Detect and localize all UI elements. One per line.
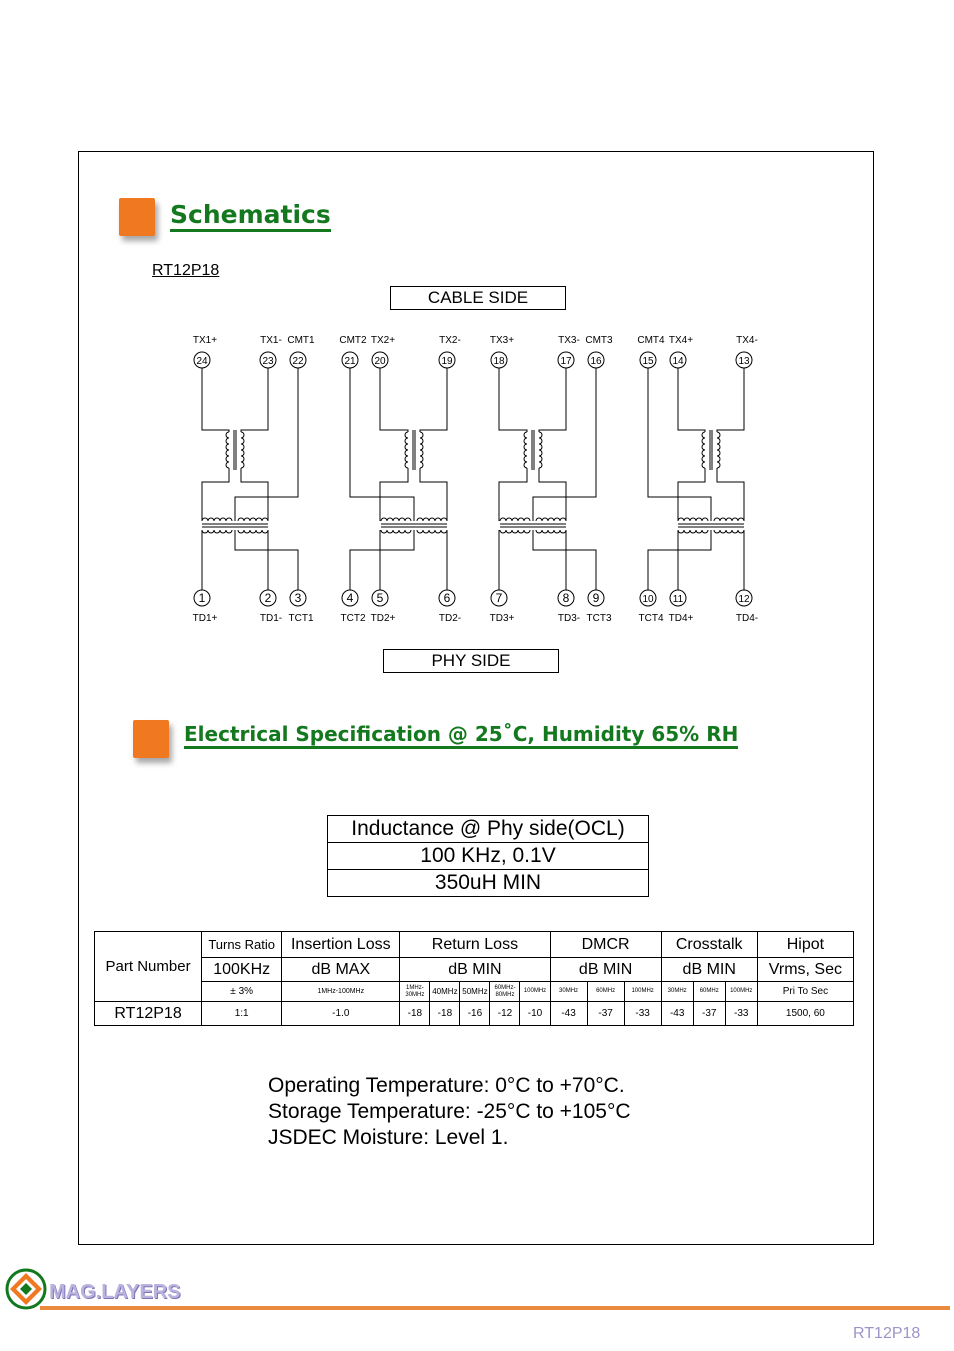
wire — [420, 368, 447, 432]
pin-number: 21 — [344, 356, 356, 367]
wire — [380, 368, 408, 432]
conditions-block — [268, 1073, 631, 1151]
transformer-coil — [238, 530, 268, 533]
dmcr-freq: 60MHz — [587, 982, 624, 1002]
pin-label: TX2+ — [370, 335, 396, 346]
transformer-coil — [500, 530, 530, 533]
pin-label: TX2- — [439, 335, 461, 346]
cable-side-box: CABLE SIDE — [390, 286, 566, 310]
part-number-header: Part Number — [95, 932, 202, 1002]
pin-number: 3 — [294, 591, 302, 605]
turns-ratio-freq: 100KHz — [202, 958, 282, 982]
pin-label: TCT4 — [638, 613, 664, 624]
pin-label: TX4+ — [668, 335, 694, 346]
transformer-coil — [536, 518, 566, 521]
choke-coil — [702, 432, 705, 468]
wire — [235, 530, 298, 590]
hipot-header: Hipot — [757, 932, 853, 958]
turns-ratio-tolerance: ± 3% — [202, 982, 282, 1002]
pin-label: TX1- — [260, 335, 282, 346]
pin-number: 12 — [738, 594, 750, 605]
wire — [420, 468, 447, 521]
pin-number: 9 — [592, 591, 600, 605]
pin-label: CMT2 — [339, 335, 367, 346]
wire — [678, 468, 705, 521]
crosstalk-freq: 100MHz — [725, 982, 757, 1002]
transformer-coil — [678, 530, 708, 533]
wire — [717, 368, 744, 432]
return-loss-freq: 1MHz-30MHz — [400, 982, 430, 1002]
choke-coil — [226, 432, 229, 468]
part-label: RT12P18 — [152, 262, 220, 279]
transformer-coil — [500, 518, 530, 521]
pin-label: TX3+ — [489, 335, 515, 346]
wire — [380, 468, 408, 521]
dmcr-freq: 100MHz — [624, 982, 661, 1002]
section-bullet-square — [133, 720, 169, 758]
transformer-coil — [238, 518, 268, 521]
pin-number: 14 — [672, 356, 684, 367]
dmcr-value: -37 — [587, 1002, 624, 1026]
brand-name: MAG.LAYERS — [49, 1281, 181, 1303]
return-loss-header: Return Loss — [400, 932, 550, 958]
pin-number: 6 — [443, 591, 451, 605]
wire — [350, 530, 414, 590]
pin-label: TD2+ — [370, 613, 396, 624]
dmcr-value: -43 — [550, 1002, 587, 1026]
pin-label: TD1- — [259, 613, 283, 624]
return-loss-freq: 40MHz — [430, 982, 460, 1002]
wire — [202, 468, 229, 521]
crosstalk-freq: 60MHz — [693, 982, 725, 1002]
hipot-value: 1500, 60 — [757, 1002, 853, 1026]
pin-label: CMT1 — [287, 335, 315, 346]
crosstalk-header: Crosstalk — [661, 932, 757, 958]
pin-label: TX1+ — [192, 335, 218, 346]
return-loss-freq: 60MHz-80MHz — [490, 982, 520, 1002]
pin-number: 18 — [493, 356, 505, 367]
choke-coil — [539, 432, 542, 468]
pin-number: 7 — [495, 591, 503, 605]
return-loss-value: -18 — [430, 1002, 460, 1026]
footer-part-number: RT12P18 — [853, 1325, 921, 1342]
choke-coil — [524, 432, 527, 468]
transformer-coil — [714, 518, 744, 521]
transformer-coil — [714, 530, 744, 533]
transformer-coil — [381, 530, 411, 533]
wire — [539, 468, 566, 521]
insertion-loss-value: -1.0 — [282, 1002, 400, 1026]
pin-number: 8 — [562, 591, 570, 605]
pin-number: 17 — [560, 356, 572, 367]
wire — [202, 368, 229, 432]
turns-ratio-header: Turns Ratio — [202, 932, 282, 958]
pin-number: 19 — [441, 356, 453, 367]
wire — [499, 368, 527, 432]
footer-divider — [40, 1306, 950, 1310]
inductance-table — [327, 815, 649, 897]
pin-label: TCT3 — [586, 613, 612, 624]
choke-coil — [717, 432, 720, 468]
transformer-coil — [536, 530, 566, 533]
return-loss-value: -16 — [460, 1002, 490, 1026]
return-loss-unit: dB MIN — [400, 958, 550, 982]
dmcr-unit: dB MIN — [550, 958, 661, 982]
storage-temperature: Storage Temperature: -25°C to +105°C — [268, 1100, 631, 1123]
transformer-coil — [678, 518, 708, 521]
return-loss-value: -18 — [400, 1002, 430, 1026]
pin-number: 24 — [196, 356, 208, 367]
pin-number: 22 — [292, 356, 304, 367]
choke-coil — [241, 432, 244, 468]
pin-label: CMT4 — [637, 335, 665, 346]
pin-number: 10 — [642, 594, 654, 605]
turns-ratio-value: 1:1 — [202, 1002, 282, 1026]
pin-number: 11 — [672, 594, 684, 605]
pin-label: TD2- — [438, 613, 462, 624]
return-loss-freq: 50MHz — [460, 982, 490, 1002]
return-loss-value: -12 — [490, 1002, 520, 1026]
insertion-loss-unit: dB MAX — [282, 958, 400, 982]
inductance-row-2: 100 KHz, 0.1V — [328, 843, 649, 870]
part-number-value: RT12P18 — [95, 1002, 202, 1026]
inductance-row-3: 350uH MIN — [328, 870, 649, 897]
transformer-coil — [417, 518, 447, 521]
pin-label: TD3- — [557, 613, 581, 624]
section-title-electrical-spec: Electrical Specification @ 25˚C, Humidity 65% RH — [184, 724, 738, 749]
pin-number: 16 — [590, 356, 602, 367]
pin-label: TCT1 — [288, 613, 314, 624]
return-loss-freq: 100MHz — [520, 982, 550, 1002]
wire — [717, 468, 744, 521]
transformer-coil — [381, 518, 411, 521]
wire — [241, 368, 268, 432]
crosstalk-value: -43 — [661, 1002, 693, 1026]
wire — [533, 530, 596, 590]
transformer-coil — [417, 530, 447, 533]
crosstalk-value: -33 — [725, 1002, 757, 1026]
spec-table — [94, 931, 854, 1026]
choke-coil — [420, 432, 423, 468]
insertion-loss-header: Insertion Loss — [282, 932, 400, 958]
return-loss-value: -10 — [520, 1002, 550, 1026]
operating-temperature: Operating Temperature: 0°C to +70°C. — [268, 1074, 625, 1097]
brand-logo-icon — [4, 1268, 48, 1310]
crosstalk-freq: 30MHz — [661, 982, 693, 1002]
hipot-unit: Vrms, Sec — [757, 958, 853, 982]
transformer-coil — [202, 530, 232, 533]
pin-number: 2 — [264, 591, 272, 605]
pin-label: TD4- — [735, 613, 759, 624]
wire — [499, 468, 527, 521]
wire — [539, 368, 566, 432]
dmcr-header: DMCR — [550, 932, 661, 958]
pin-label: TCT2 — [340, 613, 366, 624]
choke-coil — [405, 432, 408, 468]
inductance-row-1: Inductance @ Phy side(OCL) — [328, 816, 649, 843]
wire — [235, 368, 298, 521]
pin-label: TX4- — [736, 335, 758, 346]
wire — [533, 368, 596, 521]
pin-number: 15 — [642, 356, 654, 367]
crosstalk-value: -37 — [693, 1002, 725, 1026]
wire — [350, 368, 414, 521]
hipot-condition: Pri To Sec — [757, 982, 853, 1002]
wire — [648, 368, 711, 521]
dmcr-freq: 30MHz — [550, 982, 587, 1002]
pin-label: TD1+ — [192, 613, 218, 624]
pin-number: 23 — [262, 356, 274, 367]
pin-label: TD3+ — [489, 613, 515, 624]
section-title-schematics: Schematics — [170, 202, 331, 232]
moisture-level: JSDEC Moisture: Level 1. — [268, 1126, 509, 1149]
insertion-loss-freq: 1MHz-100MHz — [282, 982, 400, 1002]
wire — [678, 368, 705, 432]
pin-number: 20 — [374, 356, 386, 367]
pin-label: TD4+ — [668, 613, 694, 624]
pin-label: CMT3 — [585, 335, 613, 346]
wire — [241, 468, 268, 521]
pin-label: TX3- — [558, 335, 580, 346]
transformer-coil — [202, 518, 232, 521]
pin-number: 4 — [346, 591, 354, 605]
pin-number: 13 — [738, 356, 750, 367]
dmcr-value: -33 — [624, 1002, 661, 1026]
wire — [648, 530, 711, 590]
pin-number: 1 — [198, 591, 206, 605]
crosstalk-unit: dB MIN — [661, 958, 757, 982]
phy-side-box: PHY SIDE — [383, 649, 559, 673]
pin-number: 5 — [376, 591, 384, 605]
